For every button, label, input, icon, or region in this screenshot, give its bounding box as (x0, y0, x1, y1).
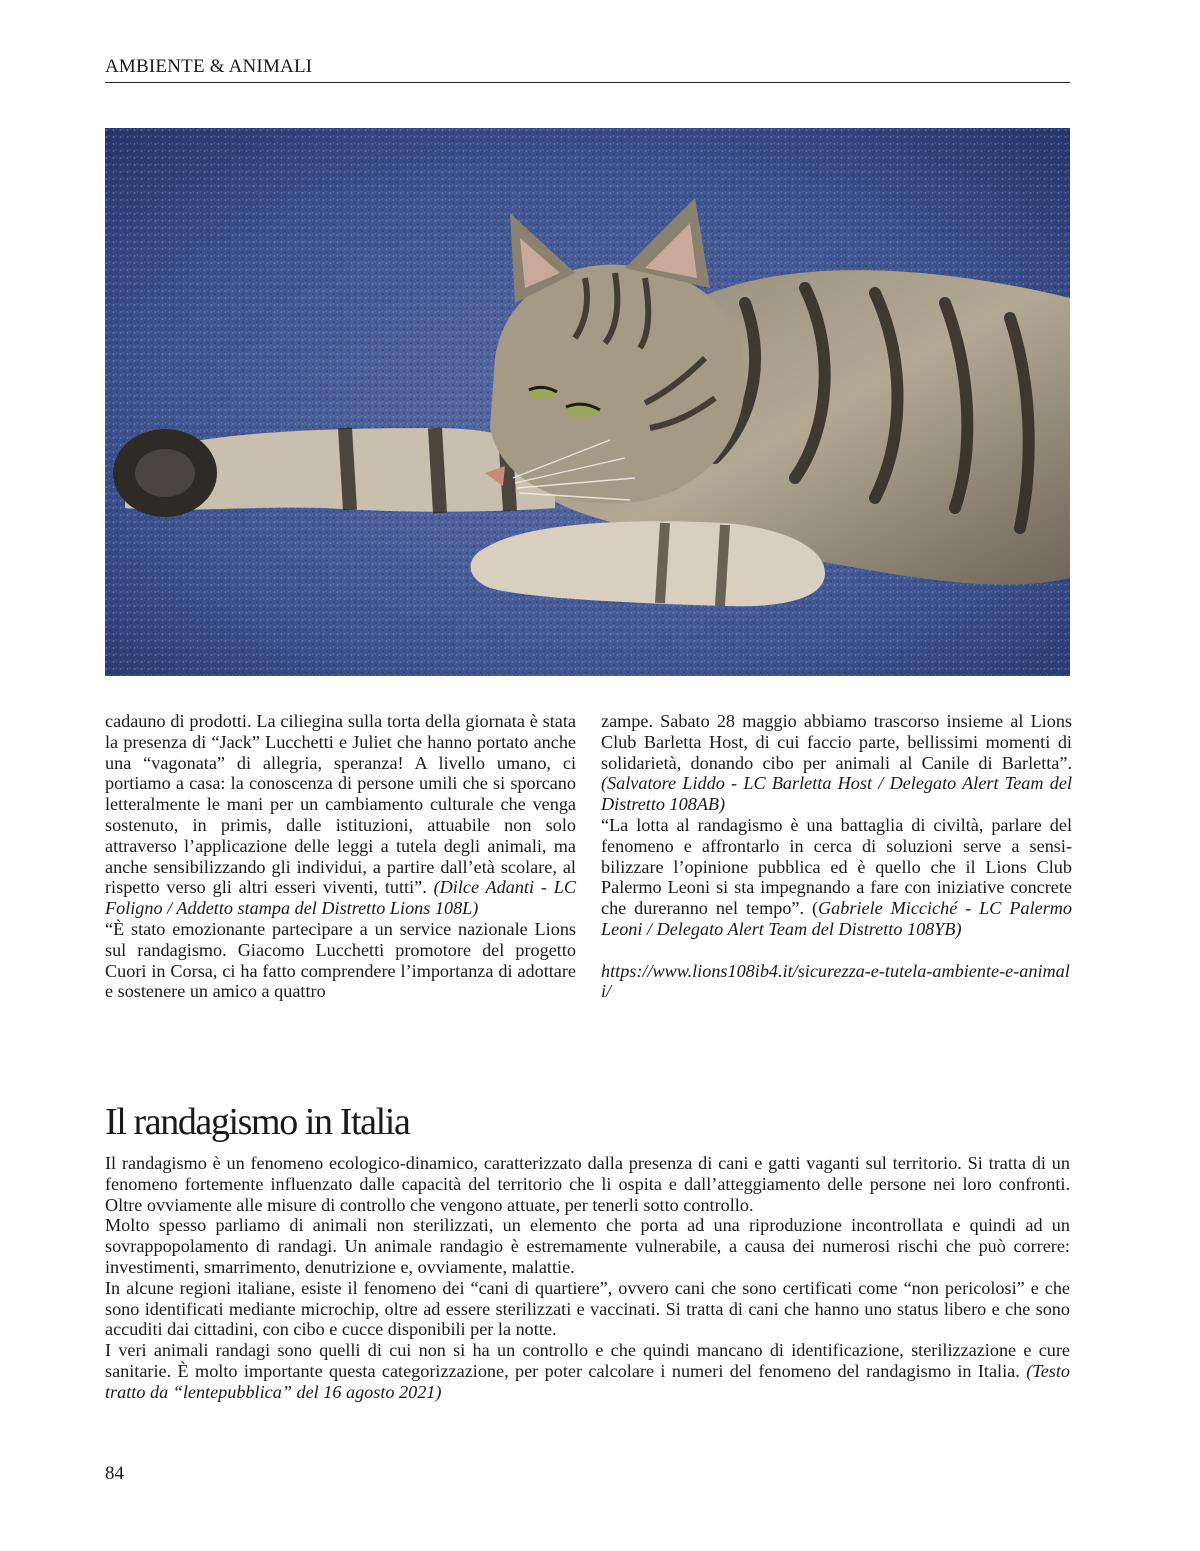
article-column-right (601, 711, 1072, 1002)
page-number: 84 (105, 1463, 124, 1484)
left-credit-1: (Dilce Adanti - LC Foligno / Addetto stampa del Distretto Lions 108L) (105, 877, 576, 919)
section-paragraph-4 (105, 1340, 1070, 1402)
left-paragraph-2: “È stato emozionante partecipare a un service nazionale Lions sul randagismo. Giacomo Lucchetti promotore del progetto Cuori in Corsa, ci ha fatto comprendere l’importanza di adottare e sostenere un amico a quattro (105, 918, 576, 1002)
section-label: AMBIENTE & ANIMALI (105, 56, 313, 77)
section-source-credit: (Testo tratto da “lentepubblica” del 16 agosto 2021) (105, 1360, 1070, 1402)
right-paragraph-2 (601, 815, 1072, 940)
left-paragraph-1-text: cadauno di prodotti. La ciliegina sulla torta della giornata è stata la presenza di “Jack” Lucchetti e Juliet che hanno portato anche una “vagonata” di allegria, speranza! A livello umano, ci portiamo a casa: la conoscenza di persone umili che si sporcano letteralmente le mani per un cambiamento culturale che venga sostenuto, in primis, dalle istituzioni, attuabile non solo attraverso l’applicazione delle leggi a tutela degli animali, ma anche sensibilizzando gli individui, a partire dall’età scolare, al rispetto verso gli altri esseri viventi, tutti”. (105, 711, 576, 898)
cat-illustration (105, 128, 1070, 676)
right-paragraph-1-text: zampe. Sabato 28 maggio abbiamo trascorso insieme al Lions Club Barletta Host, di cui faccio parte, bellissimi momenti di solidarietà, donando cibo per animali al Canile di Barletta”. (601, 711, 1072, 773)
article-column-left (105, 711, 576, 1002)
cat-photo (105, 128, 1070, 676)
section-body (105, 1153, 1070, 1403)
section-paragraph-2: Molto spesso parliamo di animali non sterilizzati, un elemento che porta ad una riproduzione incontrollata e quindi ad un sovrappopolamento di randagi. Un animale randagio è estremamente vulnerabile, a causa dei numerosi rischi che può correre: investimenti, smarrimento, denutrizione e, ovviamente, malattie. (105, 1215, 1070, 1277)
section-paragraph-4-text: I veri animali randagi sono quelli di cui non si ha un controllo e che quindi mancano di identificazione, sterilizzazione e cure sanitarie. È molto importante questa categorizzazione, per poter calcolare i numeri del fenomeno del randagismo in Italia. (105, 1340, 1070, 1381)
section-paragraph-1: Il randagismo è un fenomeno ecologico-dinamico, caratterizzato dalla presenza di cani e gatti vaganti sul territorio. Si tratta di un fenomeno fortemente influenzato dalle capacità del territorio che li ospita e dall’atteggiamento delle persone nei loro confronti. Oltre ovviamente alle misure di controllo che vengono attuate, per tenerli sotto controllo. (105, 1153, 1070, 1215)
running-head (105, 56, 1070, 83)
right-credit-2: Gabriele Micciché - LC Palermo Leoni / Delegato Alert Team del Distretto 108YB) (601, 898, 1072, 939)
right-paragraph-1 (601, 711, 1072, 815)
cat-front-paw (471, 521, 825, 606)
source-link[interactable]: https://www.lions108ib4.it/sicurezza-e-tutela-ambiente-e-animali/ (601, 960, 1070, 1002)
right-paragraph-2-text: “La lotta al randagismo è una battaglia di civiltà, parlare del fenomeno e affrontarlo in cerca di soluzioni serve a sensibilizzare l’opinione pubblica ed è quello che il Lions Club Palermo Leoni si sta impegnando a fare con iniziative concrete che dureranno nel tempo”. ( (601, 814, 1072, 919)
left-paragraph-1 (105, 711, 576, 919)
section-title: Il randagismo in Italia (105, 1101, 410, 1143)
section-paragraph-3: In alcune regioni italiane, esiste il fenomeno dei “cani di quartiere”, ovvero cani che sono certificati come “non pericolosi” e che sono identificati mediante microchip, oltre ad essere sterilizzati e vaccinati. Si tratta di cani che hanno uno status libero e che sono accuditi dai cittadini, con cibo e cucce disponibili per la notte. (105, 1277, 1070, 1340)
right-credit-1: (Salvatore Liddo - LC Barletta Host / Delegato Alert Team del Distretto 108AB) (601, 773, 1072, 815)
